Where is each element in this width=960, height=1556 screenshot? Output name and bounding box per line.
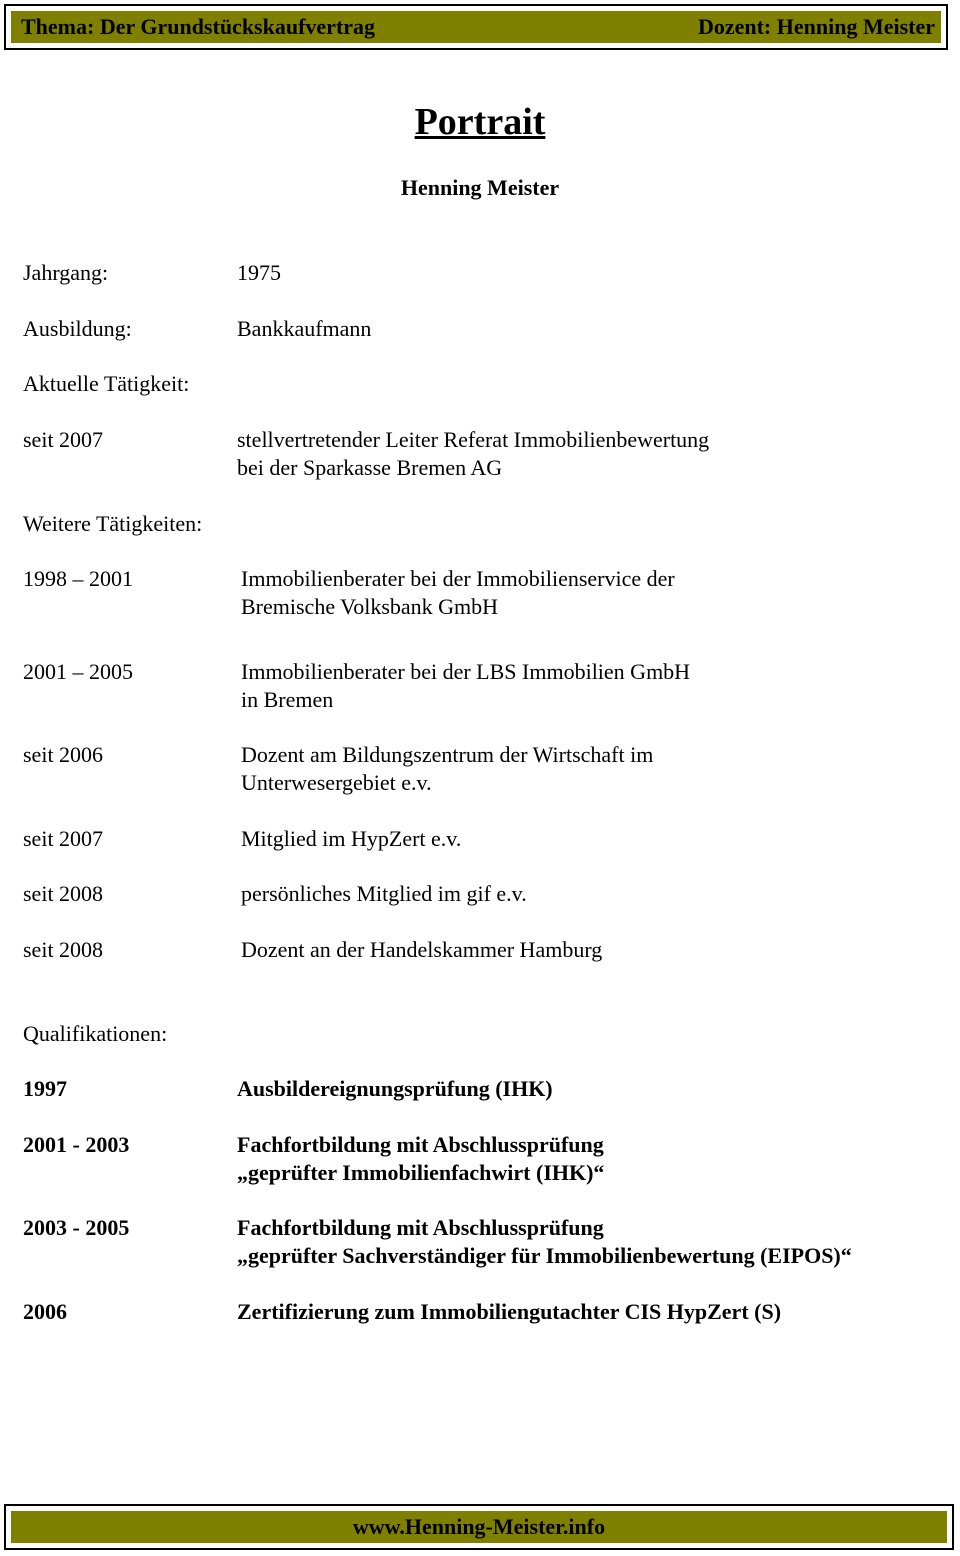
current-heading: Aktuelle Tätigkeit: [23,371,190,396]
qualification-line: „geprüfter Immobilienfachwirt (IHK)“ [237,1160,605,1185]
other-heading: Weitere Tätigkeiten: [23,511,203,536]
other-line: Dozent an der Handelskammer Hamburg [241,937,603,962]
qualification-line: Fachfortbildung mit Abschlussprüfung [237,1132,604,1157]
qualification-period: 1997 [23,1076,67,1101]
other-line: Bremische Volksbank GmbH [241,594,499,619]
other-period: seit 2007 [23,826,104,851]
current-period: seit 2007 [23,427,104,452]
qualification-period: 2006 [23,1299,67,1324]
other-period: 2001 – 2005 [23,659,133,684]
qualification-period: 2003 - 2005 [23,1215,130,1240]
current-line: bei der Sparkasse Bremen AG [237,455,503,480]
qualification-line: „geprüfter Sachverständiger für Immobilienbewertung (EIPOS)“ [237,1243,852,1268]
qualification-line: Fachfortbildung mit Abschlussprüfung [237,1215,604,1240]
person-name: Henning Meister [400,175,560,200]
jahrgang-label: Jahrgang: [23,260,109,285]
jahrgang-value: 1975 [237,260,281,285]
other-period: seit 2008 [23,937,104,962]
current-line: stellvertretender Leiter Referat Immobilienbewertung [237,427,710,452]
qualification-period: 2001 - 2003 [23,1132,130,1157]
header-lecturer: Dozent: Henning Meister [697,14,935,39]
other-line: Immobilienberater bei der LBS Immobilien GmbH [241,659,691,684]
other-period: seit 2008 [23,881,104,906]
header-topic: Thema: Der Grundstückskaufvertrag [21,14,376,39]
other-period: seit 2006 [23,742,104,767]
other-line: Mitglied im HypZert e.v. [241,826,462,851]
other-line: Dozent am Bildungszentrum der Wirtschaft im [241,742,654,767]
other-line: Unterwesergebiet e.v. [241,770,432,795]
footer-inner [11,1511,947,1543]
qualification-line: Zertifizierung zum Immobiliengutachter CIS HypZert (S) [237,1299,782,1324]
other-line: persönliches Mitglied im gif e.v. [241,881,527,906]
ausbildung-value: Bankkaufmann [237,316,372,341]
ausbildung-label: Ausbildung: [23,316,132,341]
page-title: Portrait [414,101,546,143]
other-period: 1998 – 2001 [23,566,133,591]
header-bar [4,4,948,50]
qualifications-heading: Qualifikationen: [23,1021,168,1046]
footer-bar [4,1504,954,1550]
other-line: in Bremen [241,687,334,712]
qualification-line: Ausbildereignungsprüfung (IHK) [237,1076,553,1101]
other-line: Immobilienberater bei der Immobilienservice der [241,566,675,591]
footer-website-link[interactable]: www.Henning-Meister.info [352,1514,606,1539]
header-inner [11,11,941,43]
